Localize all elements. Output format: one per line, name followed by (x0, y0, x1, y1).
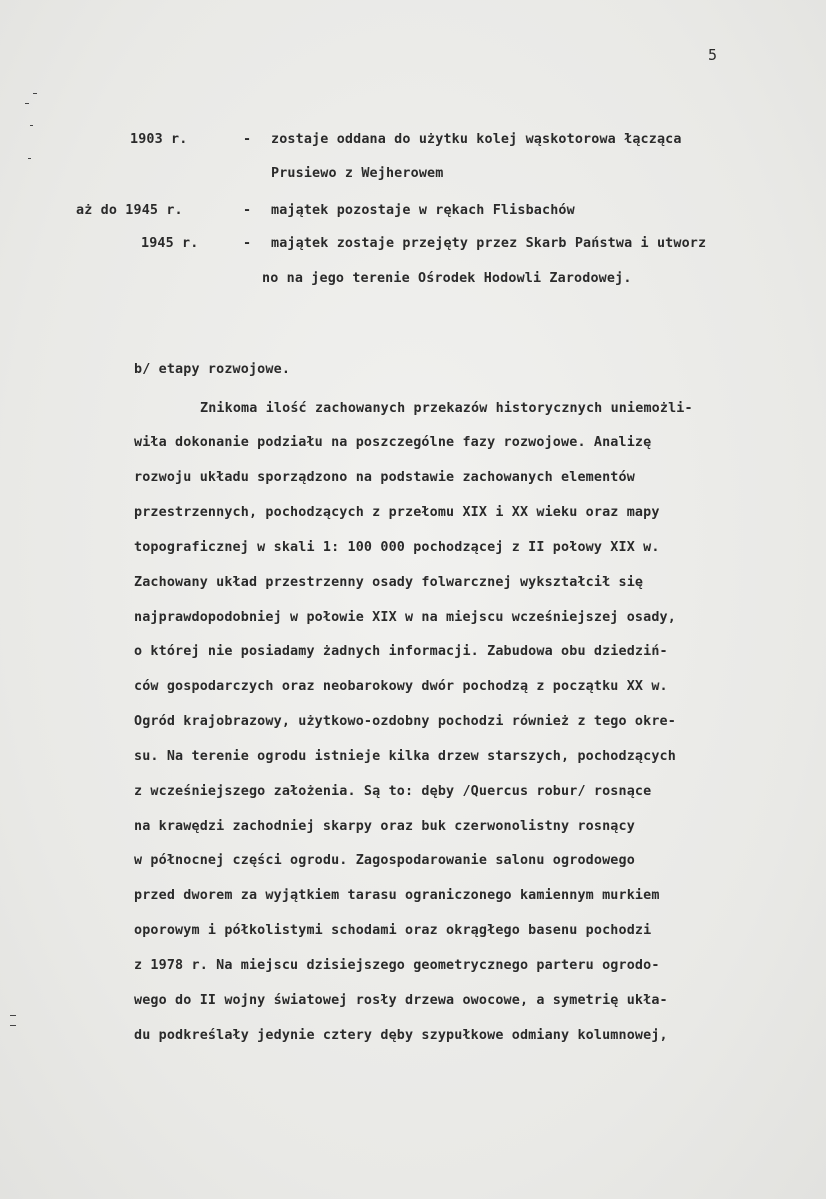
body-line: oporowym i półkolistymi schodami oraz okrągłego basenu pochodzi (134, 923, 652, 938)
body-line: rozwoju układu sporządzono na podstawie zachowanych elementów (134, 470, 635, 485)
chronology-text: majątek pozostaje w rękach Flisbachów (271, 203, 575, 218)
chronology-date: 1945 r. (141, 236, 199, 251)
chronology-dash: - (243, 132, 252, 147)
body-line: wiła dokonanie podziału na poszczególne fazy rozwojowe. Analizę (134, 435, 652, 450)
chronology-text: zostaje oddana do użytku kolej wąskotorowa łącząca (271, 132, 682, 147)
chronology-text: Prusiewo z Wejherowem (271, 166, 444, 181)
chronology-dash: - (243, 203, 252, 218)
margin-mark (28, 158, 31, 159)
margin-mark (30, 125, 33, 126)
body-line: z wcześniejszego założenia. Są to: dęby /Quercus robur/ rosnące (134, 784, 652, 799)
body-line: najprawdopodobniej w połowie XIX w na miejscu wcześniejszej osady, (134, 610, 676, 625)
body-line: wego do II wojny światowej rosły drzewa owocowe, a symetrię ukła- (134, 993, 668, 1008)
chronology-date: aż do 1945 r. (76, 203, 183, 218)
margin-mark (33, 93, 37, 94)
margin-mark (25, 103, 29, 104)
chronology-text: majątek zostaje przejęty przez Skarb Państwa i utworz (271, 236, 707, 251)
body-line: przed dworem za wyjątkiem tarasu ograniczonego kamiennym murkiem (134, 888, 660, 903)
chronology-date: 1903 r. (130, 132, 188, 147)
body-line: topograficznej w skali 1: 100 000 pochodzącej z II połowy XIX w. (134, 540, 660, 555)
body-line: Zachowany układ przestrzenny osady folwarcznej wykształcił się (134, 575, 644, 590)
body-line: du podkreślały jedynie cztery dęby szypułkowe odmiany kolumnowej, (134, 1028, 668, 1043)
section-heading: b/ etapy rozwojowe. (134, 362, 291, 377)
chronology-dash: - (243, 236, 252, 251)
body-line: w północnej części ogrodu. Zagospodarowanie salonu ogrodowego (134, 853, 635, 868)
body-line: Ogród krajobrazowy, użytkowo-ozdobny pochodzi również z tego okre- (134, 714, 676, 729)
margin-mark (10, 1015, 16, 1016)
body-line: na krawędzi zachodniej skarpy oraz buk czerwonolistny rosnący (134, 819, 635, 834)
chronology-text: no na jego terenie Ośrodek Hodowli Zarodowej. (262, 271, 632, 286)
body-line: z 1978 r. Na miejscu dzisiejszego geometrycznego parteru ogrodo- (134, 958, 660, 973)
body-line: przestrzennych, pochodzących z przełomu XIX i XX wieku oraz mapy (134, 505, 660, 520)
body-line: o której nie posiadamy żadnych informacji. Zabudowa obu dziedziń- (134, 644, 668, 659)
body-line: ców gospodarczych oraz neobarokowy dwór pochodzą z początku XX w. (134, 679, 668, 694)
page-number: 5 (708, 46, 718, 64)
body-line: Znikoma ilość zachowanych przekazów historycznych uniemożli- (200, 401, 693, 416)
body-line: su. Na terenie ogrodu istnieje kilka drzew starszych, pochodzących (134, 749, 676, 764)
margin-mark (10, 1025, 16, 1026)
